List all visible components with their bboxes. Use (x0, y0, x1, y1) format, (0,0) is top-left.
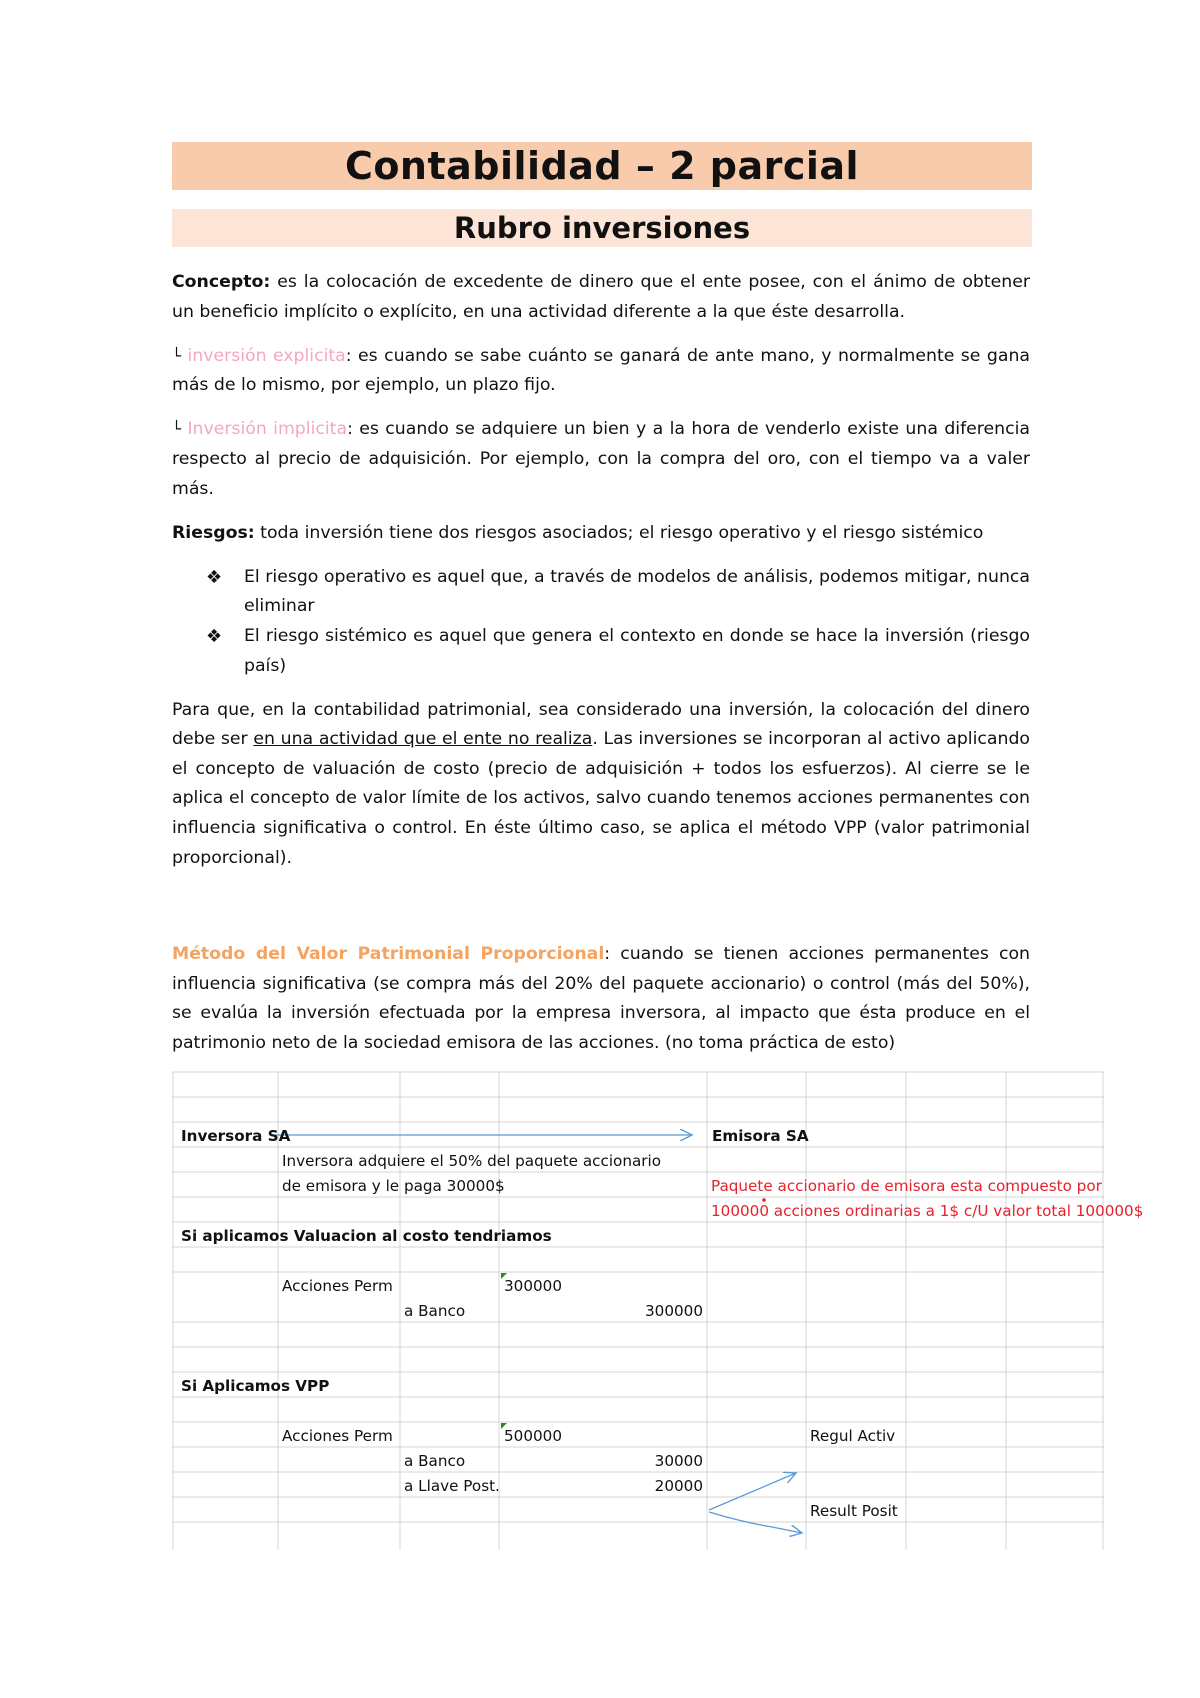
cell-vpp-debit-account: Acciones Perm (282, 1427, 393, 1445)
cell-vpp-debit-amount: 500000 (504, 1427, 562, 1445)
cell-costo-debit-account: Acciones Perm (282, 1277, 393, 1295)
diamond-bullet-icon: ❖ (206, 566, 223, 588)
corner-icon: └ (172, 420, 182, 439)
subtitle-banner (172, 209, 1032, 247)
section-title: Rubro inversiones (453, 211, 751, 245)
title-banner (172, 142, 1032, 190)
riesgos-paragraph (172, 519, 1030, 549)
cell-vpp-credit1-amount: 30000 (654, 1452, 703, 1470)
cell-red-line1: Paquete accionario de emisora esta compuesto por (711, 1177, 1102, 1195)
cell-costo-credit-amount: 300000 (645, 1302, 703, 1320)
riesgos-label: Riesgos: (172, 522, 255, 543)
corner-icon: └ (172, 346, 182, 365)
list-item (172, 563, 1030, 622)
explicita-text: : es cuando se sabe cuánto se ganará de ante mano, y normalmente se gana más de lo mismo, por ejemplo, un plazo fijo. (172, 345, 1030, 396)
cell-emisora: Emisora SA (712, 1127, 809, 1145)
explicita-paragraph (172, 342, 1030, 401)
cell-regul-activ: Regul Activ (810, 1427, 896, 1445)
list-item (172, 622, 1030, 681)
cell-vpp-heading: Si Aplicamos VPP (181, 1377, 330, 1395)
cell-costo-heading: Si aplicamos Valuacion al costo tendriamos (181, 1227, 552, 1245)
valuacion-text-1: Para que, en la contabilidad patrimonial, sea considerado una inversión, la colocación del dinero debe ser (172, 699, 1030, 750)
cell-vpp-credit2-amount: 20000 (654, 1477, 703, 1495)
concepto-label: Concepto: (172, 272, 271, 292)
cell-costo-debit-amount: 300000 (504, 1277, 562, 1295)
cell-note-line1: Inversora adquiere el 50% del paquete accionario (282, 1152, 662, 1170)
cell-note-line2: de emisora y le paga 30000$ (282, 1177, 505, 1195)
cell-result-posit: Result Posit (810, 1502, 898, 1520)
vpp-paragraph (172, 940, 1030, 1058)
riesgos-text: toda inversión tiene dos riesgos asociados; el riesgo operativo y el riesgo sistémico (254, 522, 984, 543)
cell-costo-credit-account: a Banco (404, 1302, 466, 1320)
diamond-bullet-icon: ❖ (206, 625, 223, 647)
concepto-paragraph (172, 268, 1030, 327)
implicita-label: Inversión implicita (187, 419, 348, 440)
riesgos-list (172, 563, 1030, 681)
cell-red-line2: 100000 acciones ordinarias a 1$ c/U valor total 100000$ (711, 1202, 1144, 1220)
document-title: Contabilidad – 2 parcial (344, 144, 860, 188)
valuacion-paragraph (172, 696, 1030, 874)
arrow-icon (709, 1473, 796, 1510)
vpp-text: : cuando se tienen acciones permanentes con influencia significativa (se compra más del 20% del paquete accionario) o control (más del 50%), se evalúa la inversión efectuada por la empresa inversora, al impacto que ésta produce en el patrimonio neto de la sociedad emisora de las acciones. (no toma práctica de esto) (172, 944, 1031, 1053)
cell-vpp-credit2-account: a Llave Post. (404, 1477, 500, 1495)
concepto-text: es la colocación de excedente de dinero que el ente posee, con el ánimo de obtener un beneficio implícito o explícito, en una actividad diferente a la que éste desarrolla. (172, 272, 1030, 322)
cell-vpp-credit1-account: a Banco (404, 1452, 466, 1470)
explicita-label: inversión explicita (187, 345, 346, 366)
body-text-vpp (172, 940, 1030, 1073)
valuacion-text-2: . Las inversiones se incorporan al activo aplicando el concepto de valuación de costo (precio de adquisición + todos los esfuerzos). Al cierre se le aplica el concepto de valor límite de los activos, salvo cuando tenemos acciones permanentes con influencia significativa o control. En éste último caso, se aplica el método VPP (valor patrimonial proporcional). (172, 729, 1030, 868)
spreadsheet-image (172, 1070, 1144, 1550)
body-text-upper (172, 268, 1030, 888)
vpp-label: Método del Valor Patrimonial Proporcional (172, 944, 605, 964)
list-item-text: El riesgo operativo es aquel que, a través de modelos de análisis, podemos mitigar, nunca eliminar (244, 566, 1030, 617)
cell-inversora: Inversora SA (181, 1127, 291, 1145)
list-item-text: El riesgo sistémico es aquel que genera el contexto en donde se hace la inversión (riesgo país) (244, 625, 1030, 676)
implicita-paragraph (172, 415, 1030, 504)
implicita-text: : es cuando se adquiere un bien y a la hora de venderlo existe una diferencia respecto al precio de adquisición. Por ejemplo, con la compra del oro, con el tiempo va a valer más. (172, 419, 1031, 499)
valuacion-underlined: en una actividad que el ente no realiza (253, 729, 593, 750)
